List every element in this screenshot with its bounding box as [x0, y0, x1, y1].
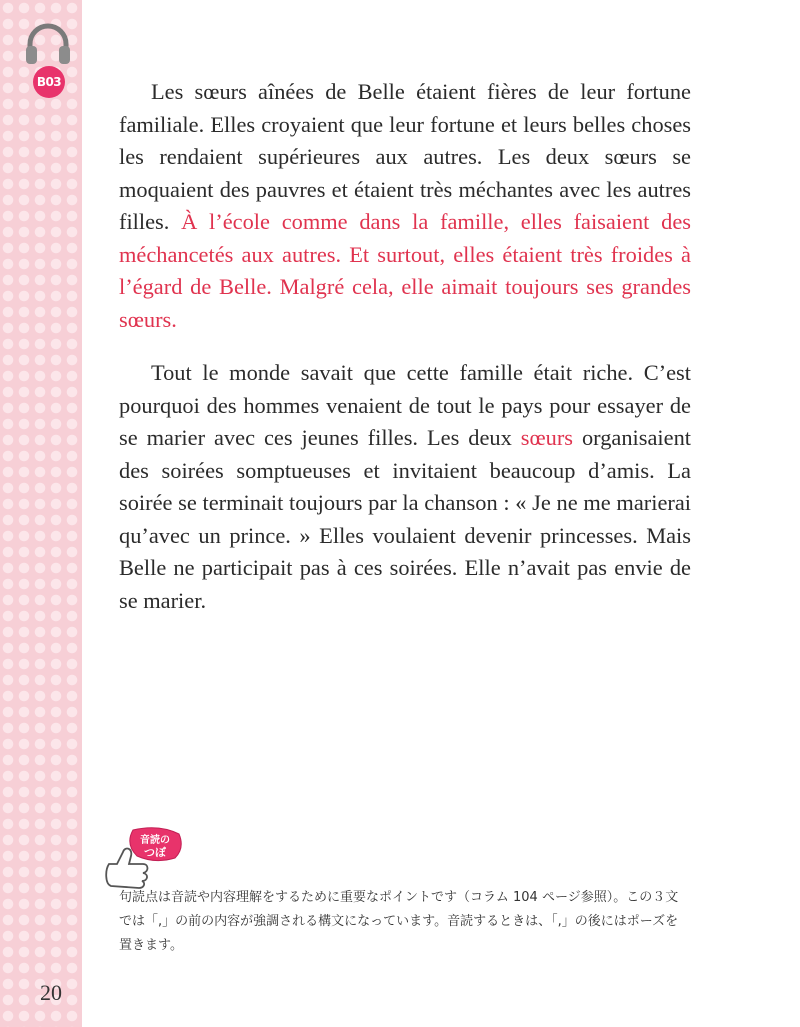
paragraph-2 — [119, 357, 691, 617]
tip-badge-line1: 音読の — [140, 835, 170, 846]
paragraph-1-highlight: À l’école comme dans la famille, elles faisaient des méchancetés aux autres. Et surtout, elles étaient très froides à l’égard de Belle. Malgré cela, elle aimait toujours ses grandes sœurs. — [119, 209, 691, 332]
tip-note: 句読点は音読や内容理解をするために重要なポイントです（コラム 104 ページ参照）。この３文では「,」の前の内容が強調される構文になっています。音読するときは、「,」の後にはポーズを置きます。 — [119, 890, 679, 953]
paragraph-1-text: Les sœurs aînées de Belle étaient fières de leur fortune familiale. Elles croyaient que leur fortune et leurs belles choses les rendaient supérieures aux autres. Les deux sœurs se moquaient des pauvres et étaient très méchantes avec les autres filles. — [119, 79, 691, 234]
page-number: 20 — [40, 980, 62, 1005]
track-badge[interactable]: B03 — [33, 66, 65, 98]
decorative-sidebar — [0, 0, 82, 1027]
thumbs-up-icon — [103, 826, 185, 892]
headphones-icon[interactable] — [24, 22, 72, 66]
paragraph-2-text-after: organisaient des soirées somptueuses et invitaient beaucoup d’amis. La soirée se terminait toujours par la chanson : « Je ne me marierai qu’avec un prince. » Elles voulaient devenir princesses. Mais Belle ne participait pas à ces soirées. Elle n’avait pas envie de se marier. — [119, 425, 691, 613]
paragraph-2-highlight: sœurs — [520, 425, 574, 450]
tip-badge-line2: つぼ — [144, 846, 166, 859]
paragraph-1 — [119, 76, 691, 336]
paragraph-2-text-before: Tout le monde savait que cette famille était riche. C’est pourquoi des hommes venaient de tout le pays pour essayer de se marier avec ces jeunes filles. Les deux — [119, 360, 691, 450]
